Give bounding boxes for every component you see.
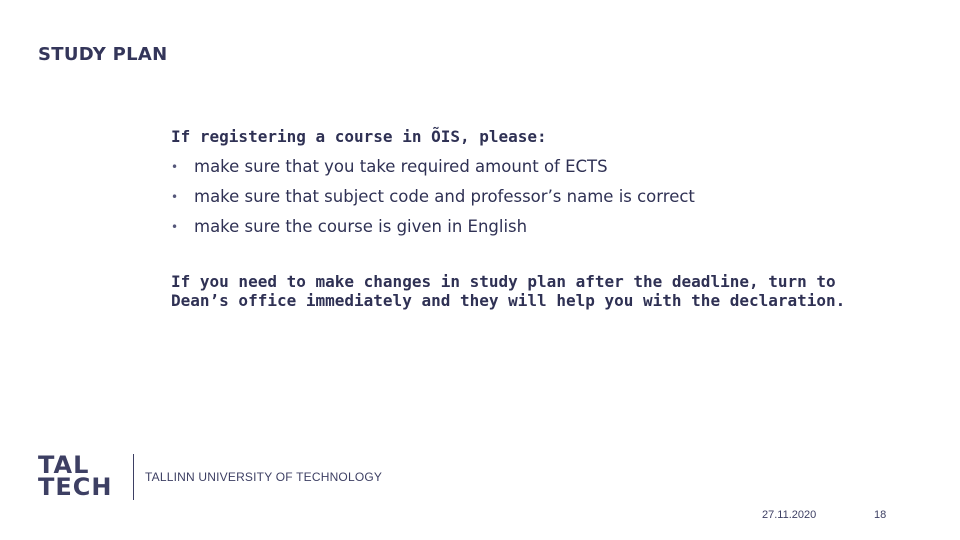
list-item: [171, 186, 871, 216]
bullet-text: make sure the course is given in English: [194, 217, 528, 236]
logo-line-1: TAL: [38, 451, 90, 479]
bullet-text: make sure that subject code and professor’s name is correct: [194, 187, 695, 206]
intro-text: If registering a course in ÕIS, please:: [171, 127, 547, 146]
slide-content: [171, 126, 871, 310]
footer-divider: [133, 454, 134, 500]
slide-title: STUDY PLAN: [38, 44, 168, 65]
university-name: TALLINN UNIVERSITY OF TECHNOLOGY: [145, 470, 383, 484]
logo-line-2: TECH: [38, 473, 113, 501]
bullet-icon: •: [171, 220, 179, 234]
taltech-logo: [38, 451, 122, 501]
bullet-list: [171, 156, 871, 246]
slide-date: 27.11.2020: [762, 509, 817, 521]
list-item: [171, 156, 871, 186]
bullet-text: make sure that you take required amount of ECTS: [194, 157, 608, 176]
deadline-note: If you need to make changes in study plan after the deadline, turn to Dean’s office immediately and they will help you with the declaration.: [171, 272, 846, 310]
bullet-icon: •: [171, 190, 179, 204]
list-item: [171, 216, 871, 246]
page-number: 18: [874, 509, 887, 521]
bullet-icon: •: [171, 160, 179, 174]
